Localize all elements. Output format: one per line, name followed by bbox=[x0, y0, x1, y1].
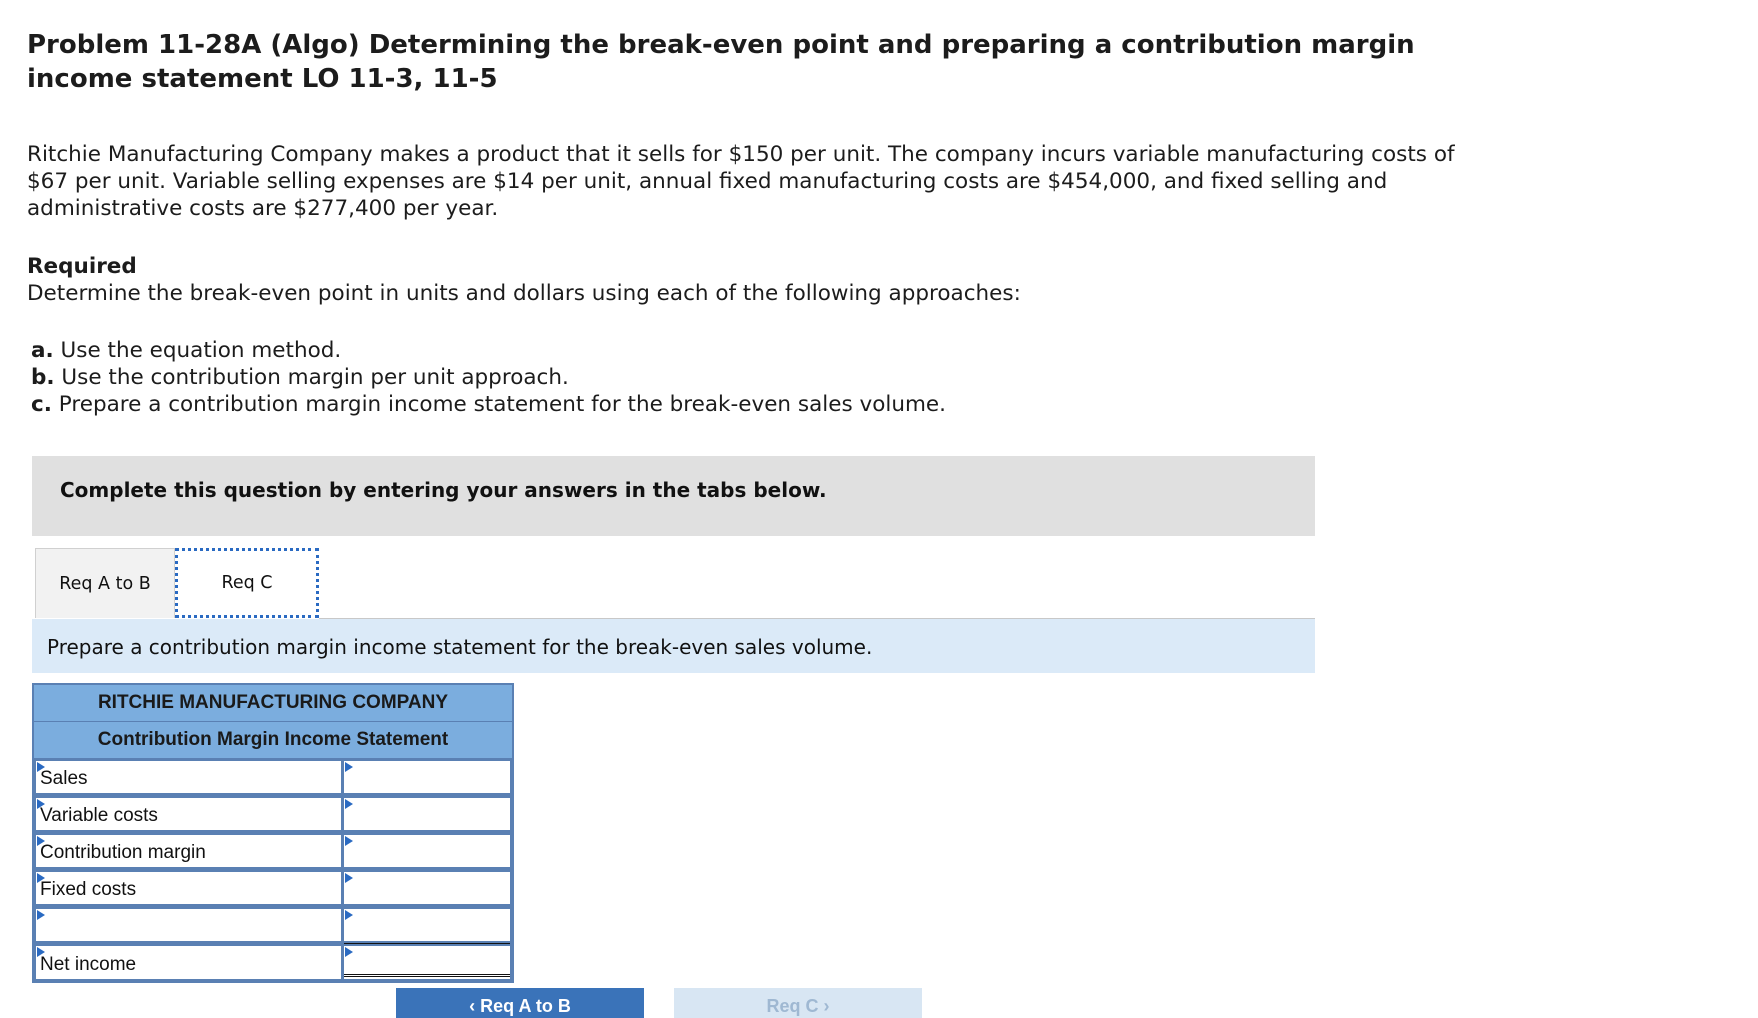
input-marker-icon bbox=[345, 873, 353, 883]
row-label-input[interactable] bbox=[36, 761, 341, 793]
required-heading: Required bbox=[27, 254, 137, 279]
prev-tab-button[interactable]: ‹ Req A to B bbox=[396, 988, 644, 1018]
problem-description: Ritchie Manufacturing Company makes a product that it sells for $150 per unit. The company incurs variable manufacturing costs of $67 per unit. Variable selling expenses are $14 per unit, annual fixed manufacturing costs are $454,000, and fixed selling and administrative costs are $277,400 per year. bbox=[27, 142, 1455, 221]
table-row bbox=[34, 943, 512, 981]
amount-cell[interactable] bbox=[343, 796, 512, 832]
problem-title: Problem 11-28A (Algo) Determining the break-even point and preparing a contribution margin income statement LO 11-3, 11-5 bbox=[27, 30, 1415, 94]
requirement-letter: b. bbox=[31, 365, 55, 390]
amount-cell[interactable] bbox=[343, 833, 512, 869]
amount-input[interactable] bbox=[344, 946, 510, 979]
amount-cell[interactable] bbox=[343, 907, 512, 943]
table-row bbox=[34, 758, 512, 795]
amount-input[interactable] bbox=[344, 872, 510, 904]
table-row bbox=[34, 906, 512, 943]
label-cell[interactable] bbox=[34, 759, 343, 795]
row-label-input[interactable] bbox=[36, 946, 341, 979]
dropdown-marker-icon bbox=[37, 873, 45, 883]
instructions-banner bbox=[32, 456, 1315, 536]
row-label-input[interactable] bbox=[36, 835, 341, 867]
amount-input[interactable] bbox=[344, 798, 510, 830]
amount-cell[interactable] bbox=[343, 759, 512, 795]
dropdown-marker-icon bbox=[37, 910, 45, 920]
dropdown-marker-icon bbox=[37, 799, 45, 809]
input-marker-icon bbox=[345, 799, 353, 809]
instruction-text: Prepare a contribution margin income statement for the break-even sales volume. bbox=[47, 635, 873, 659]
label-cell[interactable] bbox=[34, 944, 343, 981]
label-cell[interactable] bbox=[34, 833, 343, 869]
label-cell[interactable] bbox=[34, 796, 343, 832]
next-tab-button[interactable]: Req C › bbox=[674, 988, 922, 1018]
requirement-a bbox=[31, 337, 946, 364]
dropdown-marker-icon bbox=[37, 762, 45, 772]
input-marker-icon bbox=[345, 762, 353, 772]
banner-text: Complete this question by entering your answers in the tabs below. bbox=[60, 478, 827, 502]
amount-input[interactable] bbox=[344, 909, 510, 941]
tab-req-a-to-b[interactable]: Req A to B bbox=[35, 548, 175, 618]
label-cell[interactable] bbox=[34, 907, 343, 943]
requirement-text: Prepare a contribution margin income statement for the break-even sales volume. bbox=[58, 392, 946, 417]
tab-instruction bbox=[32, 619, 1315, 673]
dropdown-marker-icon bbox=[37, 836, 45, 846]
requirement-letter: c. bbox=[31, 392, 52, 417]
row-label-input[interactable] bbox=[36, 798, 341, 830]
table-row bbox=[34, 869, 512, 906]
table-row bbox=[34, 832, 512, 869]
company-name: RITCHIE MANUFACTURING COMPANY bbox=[34, 685, 512, 721]
input-marker-icon bbox=[345, 910, 353, 920]
table-row bbox=[34, 795, 512, 832]
amount-input[interactable] bbox=[344, 761, 510, 793]
dropdown-marker-icon bbox=[37, 947, 45, 957]
required-text: Determine the break-even point in units and dollars using each of the following approaches: bbox=[27, 281, 1021, 306]
amount-cell[interactable] bbox=[343, 870, 512, 906]
input-marker-icon bbox=[345, 836, 353, 846]
requirement-text: Use the equation method. bbox=[60, 338, 342, 363]
amount-input[interactable] bbox=[344, 835, 510, 867]
amount-cell[interactable] bbox=[343, 944, 512, 981]
requirements-list bbox=[31, 337, 946, 418]
label-cell[interactable] bbox=[34, 870, 343, 906]
requirement-letter: a. bbox=[31, 338, 54, 363]
requirement-text: Use the contribution margin per unit approach. bbox=[61, 365, 569, 390]
requirement-c bbox=[31, 391, 946, 418]
tab-req-c[interactable]: Req C bbox=[175, 548, 319, 618]
income-statement-table bbox=[32, 683, 514, 983]
row-label-input[interactable] bbox=[36, 872, 341, 904]
statement-name: Contribution Margin Income Statement bbox=[34, 721, 512, 758]
row-label-input[interactable] bbox=[36, 909, 341, 941]
input-marker-icon bbox=[345, 947, 353, 957]
requirement-b bbox=[31, 364, 946, 391]
